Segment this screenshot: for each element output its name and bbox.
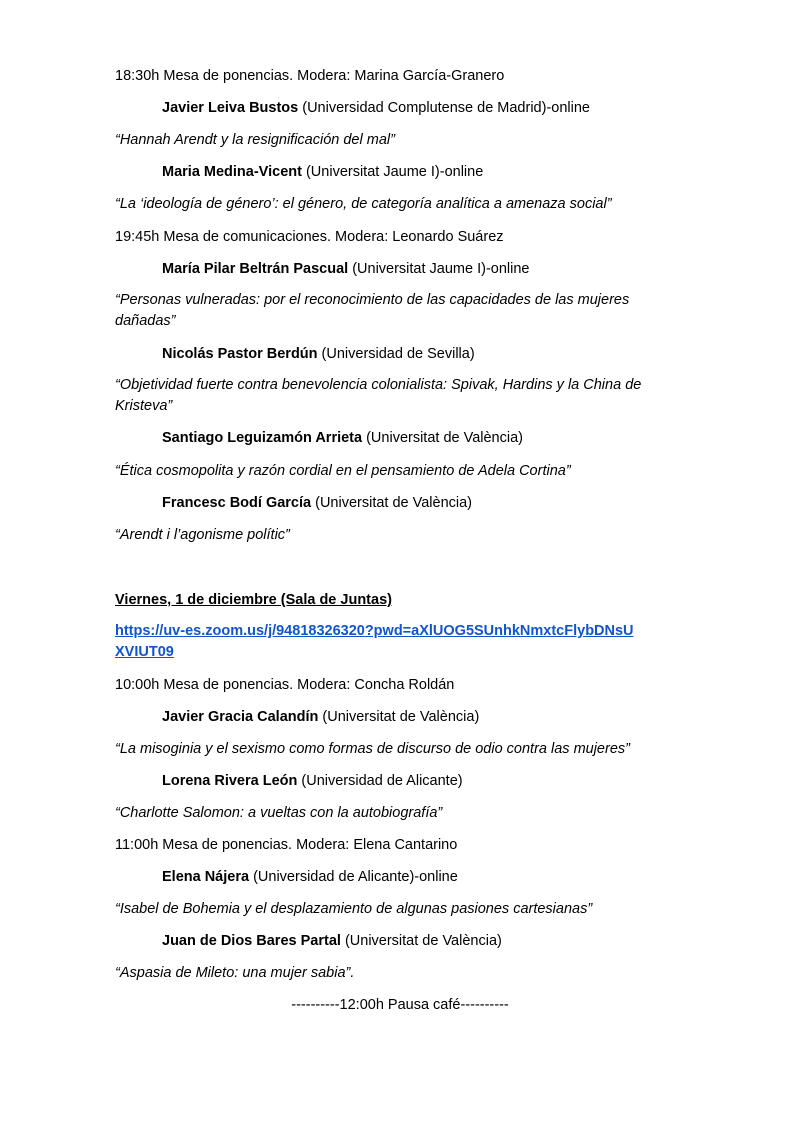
speaker-line xyxy=(162,428,722,448)
talk-title: “Personas vulneradas: por el reconocimiento de las capacidades de las mujeres dañadas” xyxy=(115,292,630,329)
speaker-line xyxy=(162,707,722,727)
speaker-line xyxy=(162,344,722,364)
day-heading: Viernes, 1 de diciembre (Sala de Juntas) xyxy=(115,592,392,608)
talk-title: “La ‘ideología de género’: el género, de categoría analítica a amenaza social” xyxy=(115,196,612,212)
speaker-name: Maria Medina-Vicent xyxy=(162,164,302,180)
talk-title: “La misoginia y el sexismo como formas de discurso de odio contra las mujeres” xyxy=(115,741,630,757)
speaker-affiliation: (Universitat Jaume I)-online xyxy=(301,164,484,180)
speaker-line xyxy=(162,931,722,951)
speaker-affiliation: (Universitat Jaume I)-online xyxy=(348,261,530,277)
talk-title: “Objetividad fuerte contra benevolencia colonialista: Spivak, Hardins y la China de Kristeva” xyxy=(115,377,642,414)
speaker-affiliation: (Universidad de Sevilla) xyxy=(317,346,475,362)
talk-title: “Charlotte Salomon: a vueltas con la autobiografía” xyxy=(115,805,443,821)
talk-title: “Aspasia de Mileto: una mujer sabia”. xyxy=(115,965,355,981)
session-heading: 18:30h Mesa de ponencias. Modera: Marina García-Granero xyxy=(115,68,505,84)
coffee-break-note: ----------12:00h Pausa café---------- xyxy=(291,997,509,1013)
speaker-line xyxy=(162,259,722,279)
speaker-name: Juan de Dios Bares Partal xyxy=(162,933,341,949)
speaker-name: Javier Gracia Calandín xyxy=(162,709,319,725)
talk-title: “Isabel de Bohemia y el desplazamiento de algunas pasiones cartesianas” xyxy=(115,901,593,917)
speaker-affiliation: (Universidad Complutense de Madrid)-online xyxy=(298,100,590,116)
speaker-name: Nicolás Pastor Berdún xyxy=(162,346,318,362)
speaker-name: Lorena Rivera León xyxy=(162,773,298,789)
speaker-affiliation: (Universitat de València) xyxy=(362,430,523,446)
speaker-line xyxy=(162,771,722,791)
talk-title: “Arendt i l’agonisme polític” xyxy=(115,527,290,543)
speaker-affiliation: (Universidad de Alicante)-online xyxy=(249,869,458,885)
speaker-name: María Pilar Beltrán Pascual xyxy=(162,261,349,277)
session-heading: 11:00h Mesa de ponencias. Modera: Elena Cantarino xyxy=(115,837,458,853)
session-heading: 10:00h Mesa de ponencias. Modera: Concha Roldán xyxy=(115,677,455,693)
speaker-affiliation: (Universitat de València) xyxy=(340,933,502,949)
speaker-line xyxy=(162,867,722,887)
speaker-name: Santiago Leguizamón Arrieta xyxy=(162,430,363,446)
speaker-name: Elena Nájera xyxy=(162,869,250,885)
speaker-affiliation: (Universitat de València) xyxy=(318,709,480,725)
speaker-affiliation: (Universidad de Alicante) xyxy=(297,773,463,789)
zoom-meeting-link[interactable]: https://uv-es.zoom.us/j/94818326320?pwd=aXlUOG5SUnhkNmxtcFlybDNsUXVIUT09 xyxy=(115,623,634,660)
speaker-line xyxy=(162,493,722,513)
talk-title: “Hannah Arendt y la resignificación del mal” xyxy=(115,132,395,148)
speaker-affiliation: (Universitat de València) xyxy=(311,495,473,511)
session-heading: 19:45h Mesa de comunicaciones. Modera: Leonardo Suárez xyxy=(115,229,504,245)
talk-title: “Ética cosmopolita y razón cordial en el pensamiento de Adela Cortina” xyxy=(115,463,571,479)
speaker-line xyxy=(162,98,722,118)
speaker-name: Javier Leiva Bustos xyxy=(162,100,299,116)
speaker-line xyxy=(162,162,722,182)
speaker-name: Francesc Bodí García xyxy=(162,495,312,511)
